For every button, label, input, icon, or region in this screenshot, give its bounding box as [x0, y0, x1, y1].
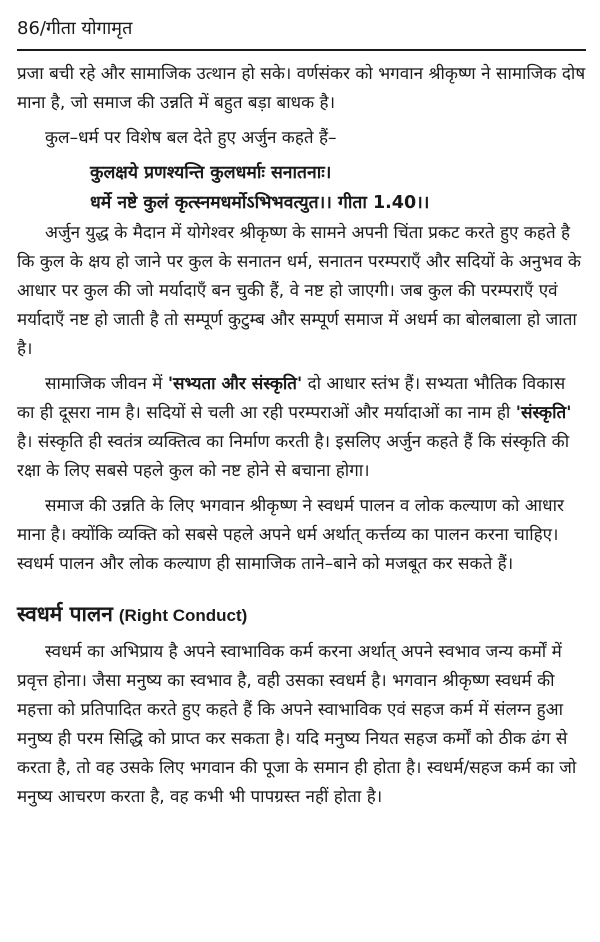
- header-divider: [17, 49, 586, 51]
- page-header: [17, 18, 132, 40]
- paragraph-3: अर्जुन युद्ध के मैदान में योगेश्वर श्रीकृष्ण के सामने अपनी चिंता प्रकट करते हुए कहते है कि कुल के क्षय हो जाने पर कुल के सनातन धर्म, सनातन परम्पराएँ और सदियों के अनुभव के आधार पर कुल की जो मर्यादाएँ बन चुकी हैं, वे नष्ट हो जाएगी। जब कुल की परम्पराएँ एवं मर्यादाएँ नष्ट हो जाती है तो सम्पूर्ण कुटुम्ब और सम्पूर्ण समाज में अधर्म का बोलबाला हो जाता है।: [17, 223, 581, 359]
- paragraph-4-text-3: है। संस्कृति ही स्वतंत्र व्यक्तित्व का निर्माण करती है। इसलिए अर्जुन कहते हैं कि संस्कृति की रक्षा के लिए सबसे पहले कुल को नष्ट होने से बचाना होगा।: [17, 432, 570, 481]
- paragraph-1: प्रजा बची रहे और सामाजिक उत्थान हो सके। वर्णसंकर को भगवान श्रीकृष्ण ने सामाजिक दोष माना है, जो समाज की उन्नति में बहुत बड़ा बाधक है।: [17, 64, 586, 113]
- page-title: 86/गीता योगामृत: [17, 18, 133, 39]
- paragraph-4-text-2: दो आधार स्तंभ हैं। सभ्यता भौतिक विकास का ही दूसरा नाम है। सदियों से चली आ रही परम्पराओं और मर्यादाओं का नाम ही: [17, 374, 566, 423]
- paragraph-2: कुल–धर्म पर विशेष बल देते हुए अर्जुन कहते हैं–: [45, 128, 337, 148]
- section-heading-english: (Right Conduct): [118, 606, 248, 625]
- page-body: [17, 60, 586, 818]
- section-heading: [17, 599, 586, 631]
- paragraph-5: समाज की उन्नति के लिए भगवान श्रीकृष्ण ने स्वधर्म पालन व लोक कल्याण को आधार माना है। क्योंकि व्यक्ति को सबसे पहले अपने धर्म अर्थात् कर्त्तव्य का पालन करना चाहिए। स्वधर्म पालन और लोक कल्याण ही सामाजिक ताने–बाने को मजबूत कर सकते हैं।: [17, 496, 564, 574]
- paragraph-4: [17, 370, 586, 486]
- paragraph-4-bold-term-2: 'संस्कृति': [515, 403, 572, 423]
- verse-line-1: कुलक्षये प्रणश्यन्ति कुलधर्माः सनातनाः।: [90, 163, 332, 183]
- section-heading-hindi: स्वधर्म पालन: [17, 602, 113, 626]
- paragraph-4-bold-term-1: 'सभ्यता और संस्कृति': [167, 374, 303, 394]
- paragraph-6: स्वधर्म का अभिप्राय है अपने स्वाभाविक कर्म करना अर्थात् अपने स्वभाव जन्य कर्मों में प्रवृत्त होना। जैसा मनुष्य का स्वभाव है, वही उसका स्वधर्म है। भगवान श्रीकृष्ण स्वधर्म की महत्ता को प्रतिपादित करते हुए कहते हैं कि अपने स्वाभाविक एवं सहज कर्म में संलग्न हुआ मनुष्य ही परम सिद्धि को प्राप्त कर सकता है। यदि मनुष्य नियत सहज कर्मों को ठीक ढंग से करता है, तो वह उसके लिए भगवान की पूजा के समान ही होता है। स्वधर्म/सहज कर्म का जो मनुष्य आचरण करता है, वह कभी भी पापग्रस्त नहीं होता है।: [17, 642, 577, 807]
- verse-line-2: धर्मे नष्टे कुलं कृत्स्नमधर्मोऽभिभवत्युत।। गीता 1.40।।: [90, 193, 430, 213]
- paragraph-4-text-1: सामाजिक जीवन में: [45, 374, 168, 394]
